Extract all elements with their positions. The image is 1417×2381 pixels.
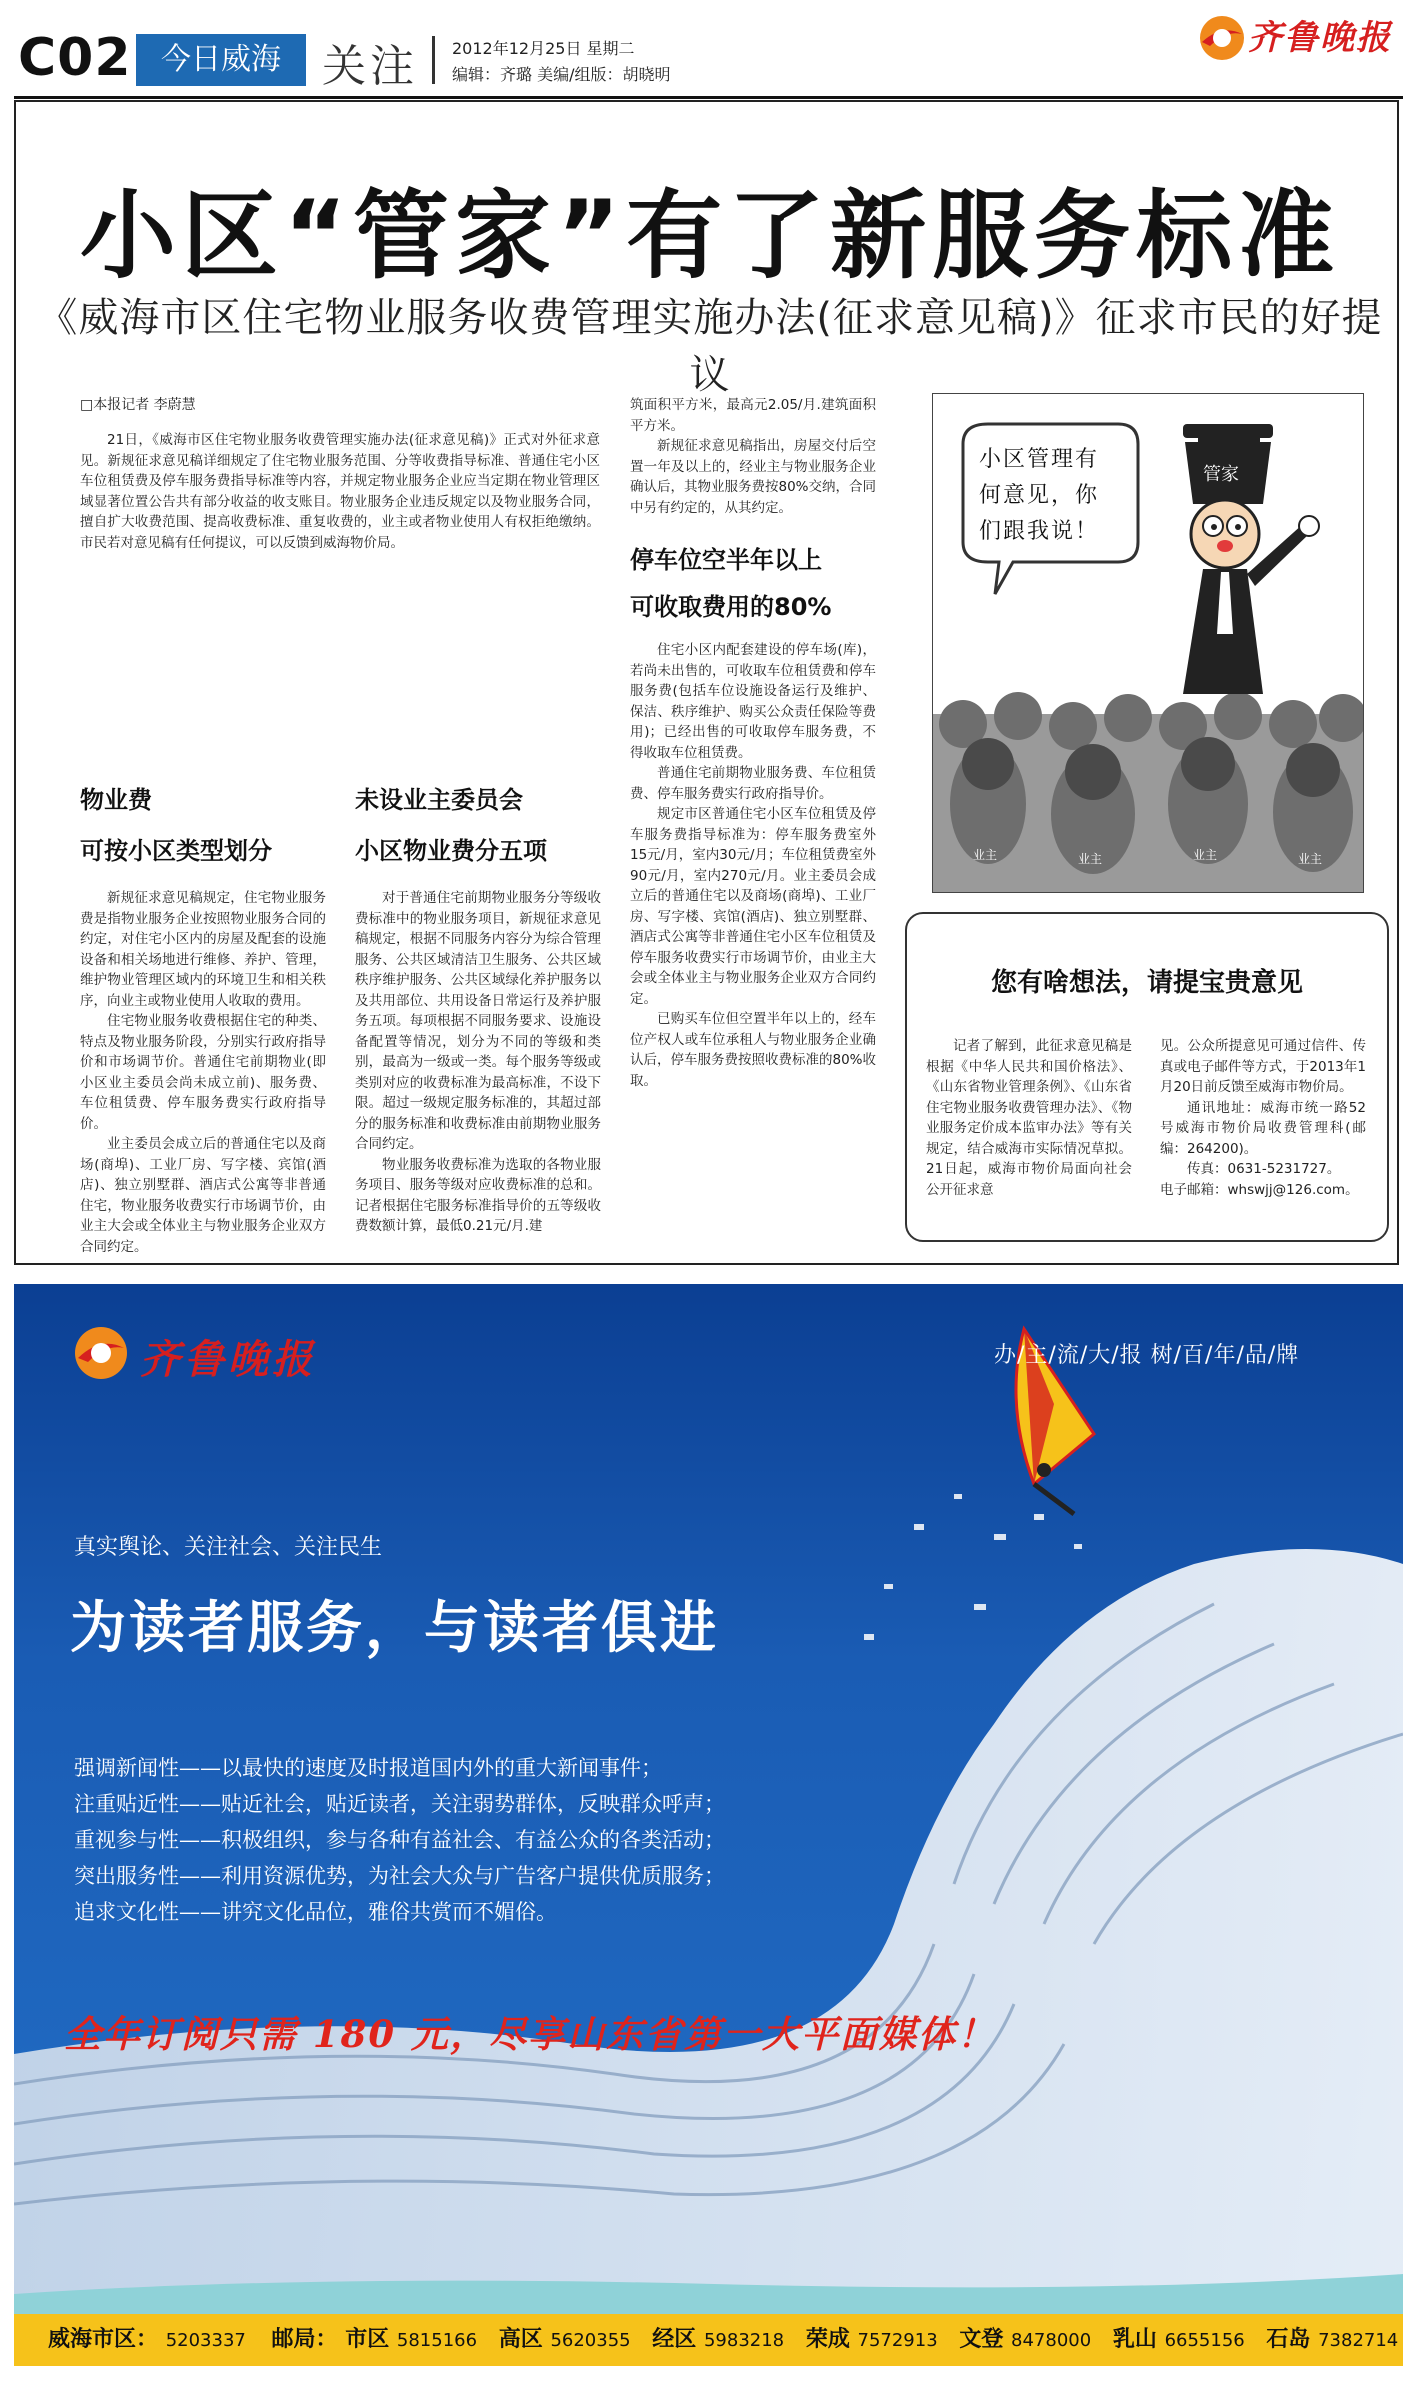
paragraph: 业主委员会成立后的普通住宅以及商场(商埠)、工业厂房、写字楼、宾馆(酒店)、独立别墅群、酒店式公寓等非普通住宅，物业服务收费实行市场调节价，由业主大会或全体业主与物业服务企业双方合同约定。 (80, 1136, 326, 1255)
paragraph: 对于普通住宅前期物业服务分等级收费标准中的物业服务项目，新规征求意见稿规定，根据不同服务内容分为综合管理服务、公共区域清洁卫生服务、公共区域秩序维护服务、公共区域绿化养护服务以及共用部位、共用设备日常运行及养护服务五项。每项根据不同服务要求、设施设备配置等情况，划分为不同的等级和类别，最高为一级或一类。每个服务等级或类别对应的收费标准为最高标准，不设下限。超过一级规定服务标准的，其超过部分的服务标准和收费标准由前期物业服务合同约定。 (355, 890, 601, 1152)
contact-number: 5620355 (550, 2330, 631, 2351)
crowd-label: 业主 (1298, 852, 1323, 866)
byline: □本报记者 李蔚慧 (80, 397, 196, 413)
contact-number: 5983218 (703, 2330, 785, 2351)
paragraph: 筑面积平方米，最高元2.05/月.建筑面积平方米。 (630, 397, 876, 434)
contact-address: 通讯地址：威海市统一路52号威海市物价局收费管理科(邮编：264200)。 (1160, 1099, 1366, 1157)
contact-area: 石岛 (1266, 2327, 1311, 2352)
col2-head-1: 未设业主委员会 (355, 786, 523, 814)
paragraph: 新规征求意见稿指出，房屋交付后空置一年及以上的，经业主与物业服务企业确认后，其物业服务费按80%交纳，合同中另有约定的，从其约定。 (630, 438, 877, 516)
newspaper-logo-icon (1196, 12, 1248, 64)
intro-paragraph (80, 430, 600, 553)
editor-credits: 编辑：齐璐 美编/组版：胡晓明 (452, 65, 671, 84)
crowd-label: 业主 (1193, 848, 1218, 862)
contact-number: 5203337 (165, 2330, 246, 2351)
feedback-left (926, 1036, 1132, 1200)
feedback-title: 您有啥想法，请提宝贵意见 (990, 968, 1303, 998)
speech-line: 何意见，你 (979, 483, 1100, 508)
col1-head-2: 可按小区类型划分 (80, 837, 272, 865)
col3-head-1: 停车位空半年以上 (630, 546, 822, 574)
contact-post-label: 邮局： (271, 2327, 338, 2352)
contact-number: 8478000 (1011, 2330, 1092, 2351)
topic-label: 关注 (322, 41, 418, 92)
contact-area: 高区 (498, 2327, 543, 2352)
feedback-text: 记者了解到，此征求意见稿是根据《中华人民共和国价格法》、《山东省物业管理条例》、《山东省住宅物业服务收费管理办法》、《物业服务定价成本监审办法》等有关规定，结合威海市实际情况草拟。21日起，威海市物价局面向社会公开征求意 (926, 1038, 1132, 1198)
ad-logo-icon (72, 1324, 130, 1382)
ad-offer: 全年订阅只需 180 元，尽享山东省第一大平面媒体！ (64, 2012, 996, 2056)
header-divider (432, 36, 435, 84)
crowd-label: 业主 (1078, 852, 1103, 866)
paragraph: 物业服务收费标准为选取的各物业服务项目、服务等级对应收费标准的总和。记者根据住宅服务标准指导价的五等级收费数额计算，最低0.21元/月.建 (355, 1156, 601, 1234)
col2-head-2: 小区物业费分五项 (355, 837, 547, 865)
ad-logo: 齐鲁晚报 (140, 1336, 316, 1383)
contact-email: 电子邮箱：whswjj@126.com。 (1160, 1181, 1359, 1198)
paragraph: 住宅小区内配套建设的停车场(库)，若尚未出售的，可收取车位租赁费和停车服务费(包括车位设施设备运行及维护、保洁、秩序维护、购买公众责任保险等费用)；已经出售的可收取停车服务费，不得收取车位租赁费。 (630, 642, 876, 761)
contact-area: 荣成 (805, 2327, 850, 2352)
ad-contact-bar (48, 2322, 1398, 2353)
ad-point: 强调新闻性——以最快的速度及时报道国内外的重大新闻事件； (74, 1756, 662, 1780)
contact-area: 乳山 (1112, 2327, 1157, 2352)
speech-text (979, 442, 1099, 550)
newspaper-logo: 齐鲁晚报 (1248, 18, 1392, 58)
subheadline: 《威海市区住宅物业服务收费管理实施办法(征求意见稿)》征求市民的好提议 (37, 295, 1383, 398)
ad-slogan: 办/主/流/大/报 树/百/年/品/牌 (994, 1343, 1300, 1368)
paragraph: 已购买车位但空置半年以上的，经车位产权人或车位承租人与物业服务企业确认后，停车服务费按照收费标准的80%收取。 (630, 1011, 877, 1089)
header-rule (14, 96, 1403, 99)
ad-headline: 为读者服务，与读者俱进 (70, 1595, 719, 1661)
feedback-text: 见。公众所提意见可通过信件、传真或电子邮件等方式，于2013年1月20日前反馈至威海市物价局。 (1160, 1038, 1366, 1095)
ad-point: 注重贴近性——贴近社会，贴近读者，关注弱势群体，反映群众呼声； (74, 1792, 725, 1816)
contact-area: 文登 (959, 2327, 1004, 2352)
contact-number: 7382714 (1318, 2330, 1399, 2351)
contact-area: 经区 (652, 2327, 697, 2352)
ad-point: 追求文化性——讲究文化品位，雅俗共赏而不媚俗。 (74, 1900, 557, 1924)
column-1 (80, 780, 326, 1257)
newspaper-advertisement (14, 1284, 1403, 2366)
hat-label: 管家 (1203, 464, 1239, 485)
ad-points (74, 1750, 725, 1930)
headline: 小区“管家”有了新服务标准 (79, 180, 1341, 292)
ad-point: 重视参与性——积极组织，参与各种有益社会、有益公众的各类活动； (74, 1828, 725, 1852)
column-2 (355, 780, 601, 1237)
speech-line: 小区管理有 (979, 447, 1100, 472)
col1-head-1: 物业费 (80, 786, 152, 814)
contact-fax: 传真：0631-5231727。 (1187, 1161, 1341, 1177)
contact-number: 7572913 (857, 2330, 938, 2351)
contact-lead: 威海市区： (48, 2327, 159, 2352)
paragraph: 普通住宅前期物业服务费、车位租赁费、停车服务费实行政府指导价。 (630, 765, 876, 802)
section-label: 今日威海 (136, 34, 306, 86)
paragraph: 住宅物业服务收费根据住宅的种类、特点及物业服务阶段，分别实行政府指导价和市场调节价。普通住宅前期物业(即小区业主委员会尚未成立前)、服务费、车位租赁费、停车服务费实行政府指导价。 (80, 1013, 326, 1132)
cartoon-illustration (932, 393, 1364, 893)
ad-point: 突出服务性——利用资源优势，为社会大众与广告客户提供优质服务； (74, 1864, 725, 1888)
contact-number: 6655156 (1164, 2330, 1245, 2351)
paragraph: 规定市区普通住宅小区车位租赁及停车服务费指导标准为：停车服务费室外15元/月，室内30元/月；车位租赁费室外90元/月，室内270元/月。业主委员会成立后的普通住宅以及商场(商埠)、工业厂房、写字楼、宾馆(酒店)、独立别墅群、酒店式公寓等非普通住宅小区车位租赁及停车服务收费实行市场调节价，由业主大会或全体业主与物业服务企业双方合同约定。 (630, 806, 876, 1007)
column-3 (630, 395, 876, 1091)
paragraph: 新规征求意见稿规定，住宅物业服务费是指物业服务企业按照物业服务合同的约定，对住宅小区内的房屋及配套的设施设备和相关场地进行维修、养护、管理，维护物业管理区域内的环境卫生和相关秩序，向业主或物业使用人收取的费用。 (80, 890, 326, 1009)
contact-number: 5815166 (396, 2330, 478, 2351)
col3-head-2: 可收取费用的80% (630, 593, 832, 621)
crowd-label: 业主 (973, 848, 998, 862)
feedback-right (1160, 1036, 1366, 1200)
ad-tagline: 真实舆论、关注社会、关注民生 (74, 1535, 383, 1560)
page-number: C02 (18, 28, 132, 88)
contact-area: 市区 (345, 2327, 390, 2352)
speech-line: 们跟我说！ (979, 519, 1100, 544)
intro-text: 21日，《威海市区住宅物业服务收费管理实施办法(征求意见稿)》正式对外征求意见。新规征求意见稿详细规定了住宅物业服务范围、分等收费指导标准、普通住宅小区车位租赁费及停车服务费指导标准等内容，并规定物业服务企业应当定期在物业管理区域显著位置公告共有部分收益的收支账目。物业服务企业违反规定以及物业服务合同，擅自扩大收费范围、提高收费标准、重复收费的，业主或者物业使用人有权拒绝缴纳。市民若对意见稿有任何提议，可以反馈到威海物价局。 (80, 432, 600, 551)
issue-date: 2012年12月25日 星期二 (452, 39, 635, 58)
